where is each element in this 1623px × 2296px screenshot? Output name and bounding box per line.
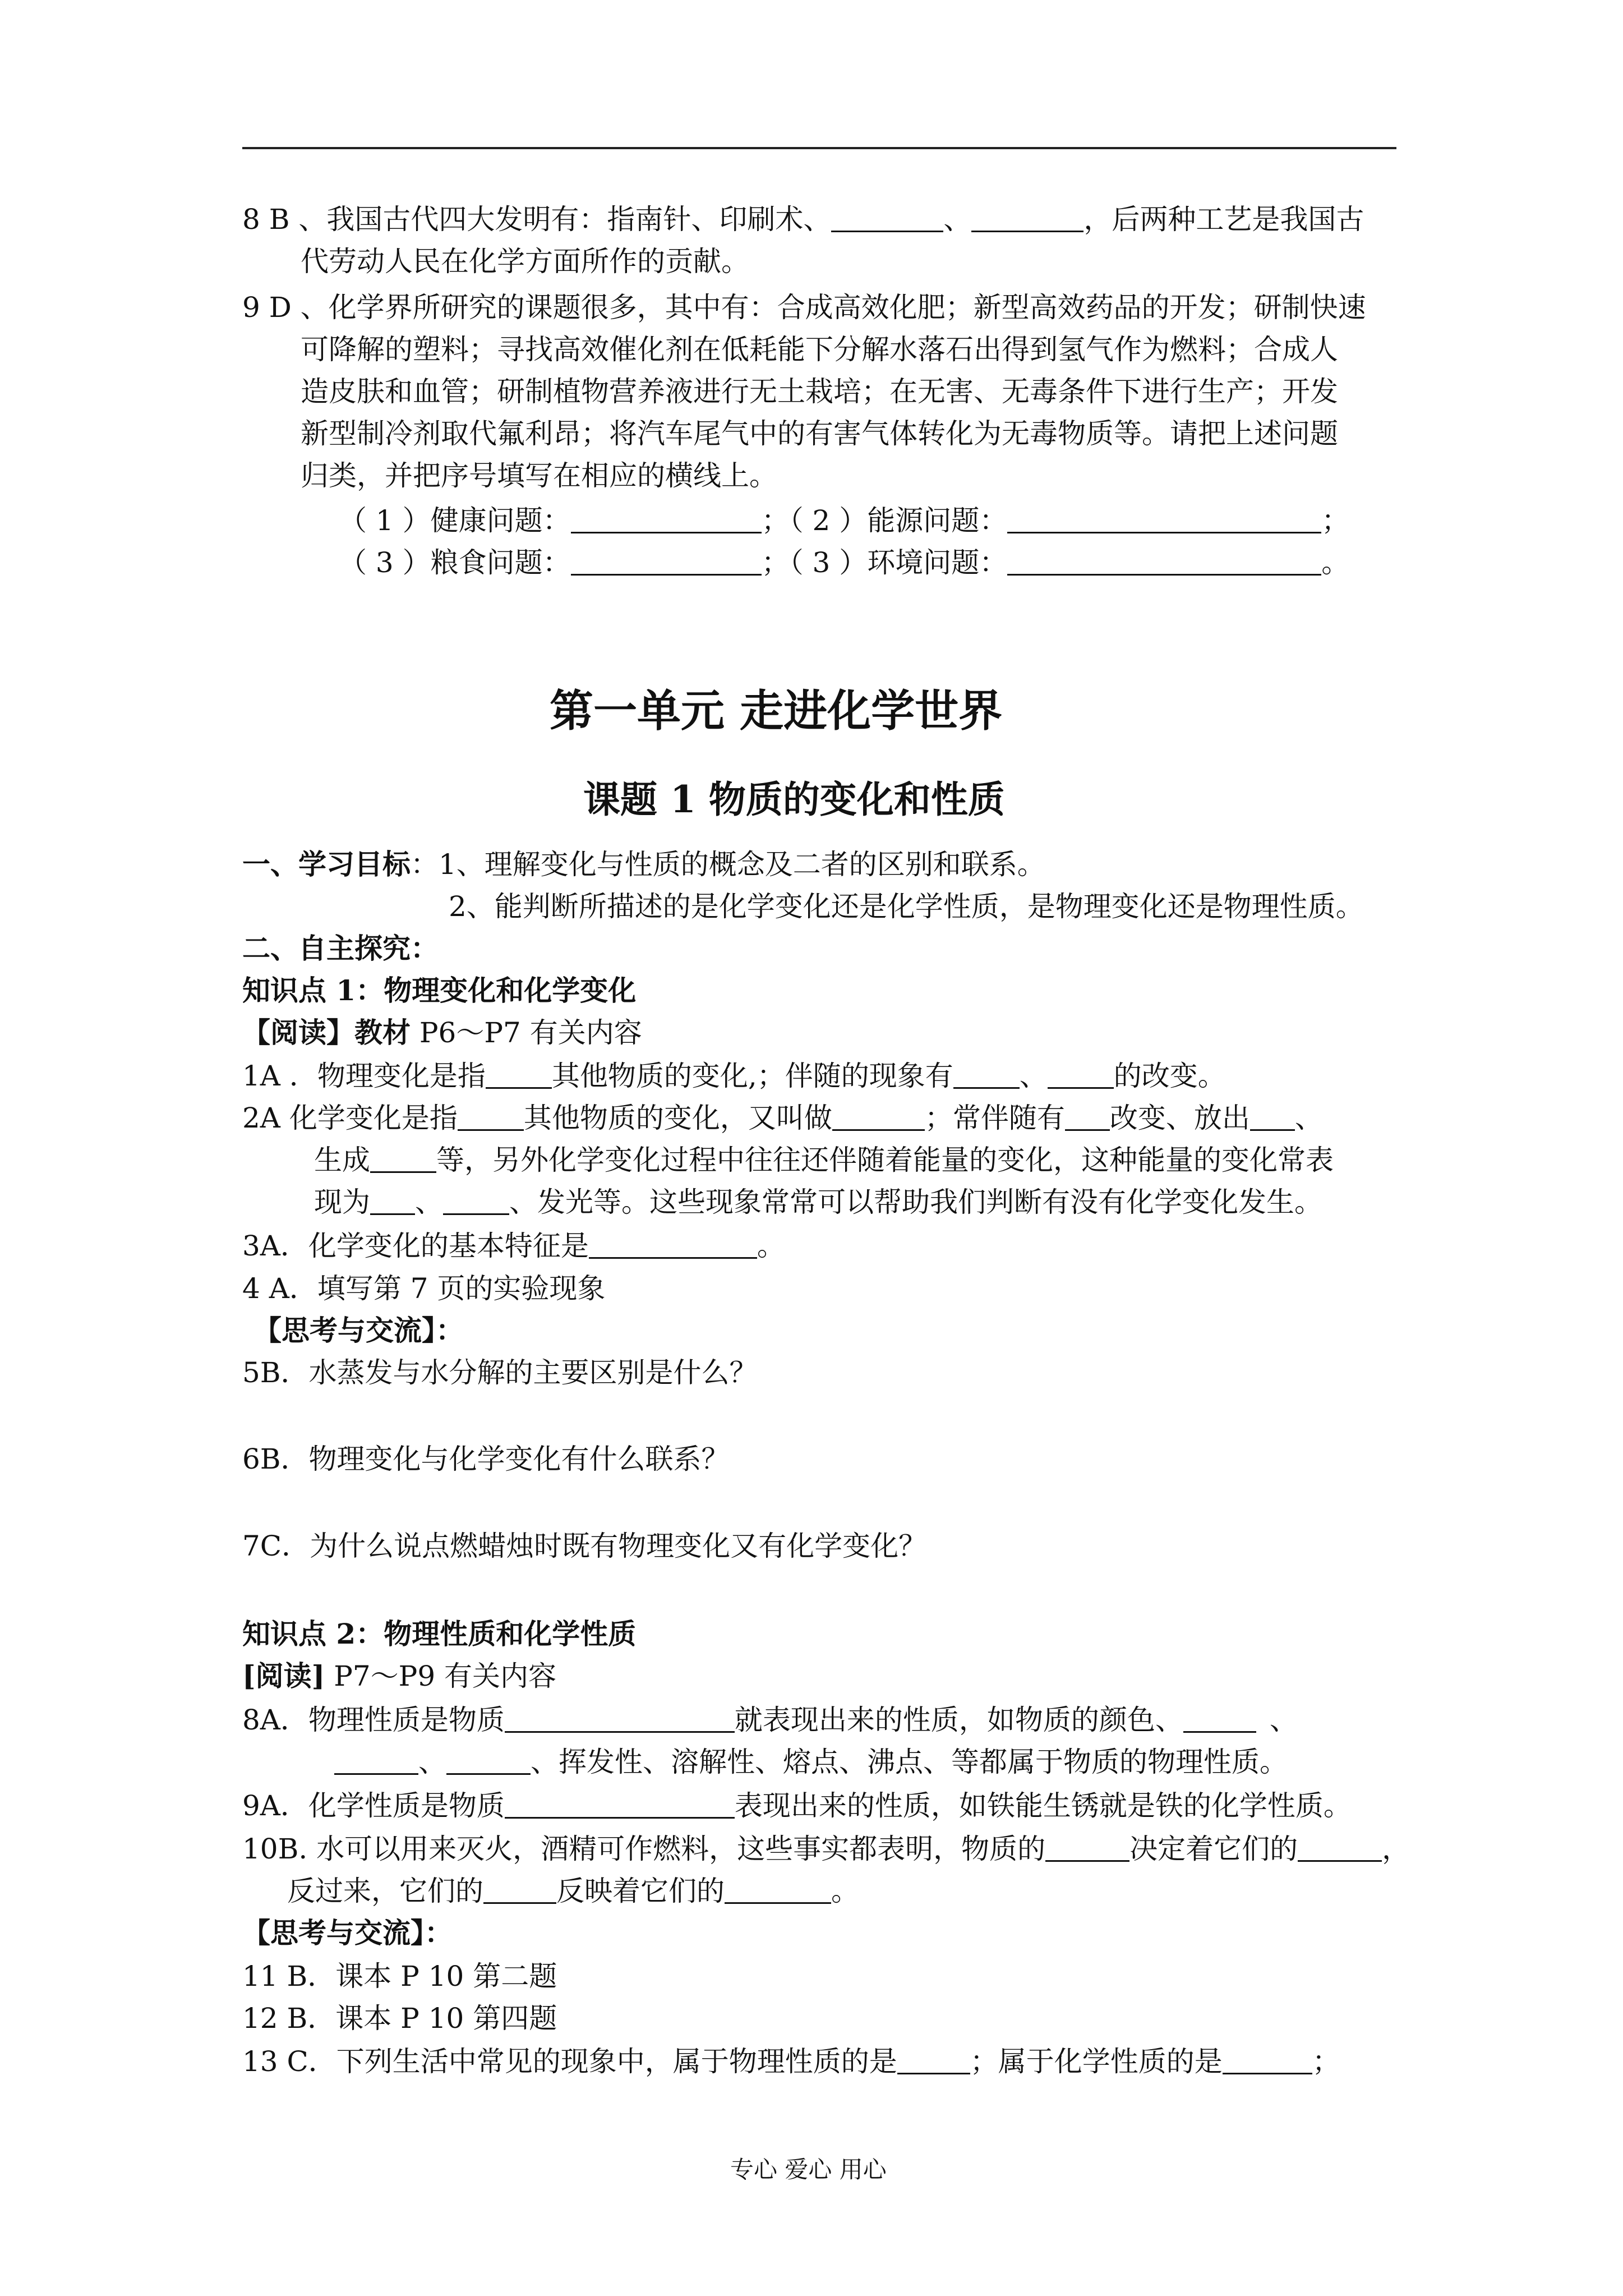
question-text: ；属于化学性质的是 (970, 2045, 1223, 2078)
question-9d-line1: 9 D 、化学界所研究的课题很多，其中有：合成高效化肥；新型高效药品的开发；研制快速 (242, 291, 1366, 324)
question-4a: 4 A．填写第 7 页的实验现象 (242, 1272, 606, 1305)
answer-blank[interactable] (832, 1105, 925, 1131)
question-10b-line1 (242, 1832, 1410, 1866)
punctuation: 。 (1321, 546, 1350, 579)
kp1-read (242, 1015, 642, 1050)
page-footer: 专心 爱心 用心 (730, 2156, 887, 2183)
question-text: 、 (415, 1186, 443, 1218)
question-9d-line5: 归类，并把序号填写在相应的横线上。 (301, 459, 777, 492)
question-text: 反过来，它们的 (287, 1875, 483, 1907)
read-label: [阅读] (242, 1659, 325, 1692)
question-text: 8 B 、我国古代四大发明有：指南针、印刷术、 (242, 203, 832, 236)
question-text: 。 (831, 1875, 859, 1907)
explore-heading: 二、自主探究： (242, 932, 439, 965)
kp2-read (242, 1659, 556, 1694)
question-9d-row1 (339, 503, 1349, 538)
answer-blank[interactable] (1223, 2048, 1312, 2074)
question-text: 等，另外化学变化过程中往往还伴随着能量的变化，这种能量的变化常表 (436, 1144, 1334, 1176)
objectives-line2: 2、能判断所描述的是化学变化还是化学性质，是物理变化还是物理性质。 (449, 890, 1364, 923)
question-9d-line2: 可降解的塑料；寻找高效催化剂在低耗能下分解水落石出得到氢气作为燃料；合成人 (301, 333, 1338, 366)
question-9a (242, 1788, 1352, 1823)
question-text: ； (1312, 2045, 1340, 2078)
question-text: 3A．化学变化的基本特征是 (242, 1230, 589, 1262)
question-9d-line3: 造皮肤和血管；研制植物营养液进行无土栽培；在无害、无毒条件下进行生产；开发 (301, 375, 1338, 408)
answer-blank[interactable] (1048, 1062, 1114, 1089)
question-text: ；常伴随有 (924, 1102, 1065, 1134)
answer-blank[interactable] (1045, 1835, 1129, 1862)
answer-blank[interactable] (1183, 1706, 1256, 1733)
question-text: 、 (1294, 1102, 1323, 1134)
question-text: 9A．化学性质是物质 (242, 1789, 505, 1822)
objective-text: ：1、理解变化与性质的概念及二者的区别和联系。 (411, 848, 1045, 881)
answer-blank[interactable] (571, 549, 762, 576)
answer-blank[interactable] (443, 1189, 509, 1215)
answer-blank[interactable] (1065, 1105, 1110, 1131)
question-13c (242, 2044, 1340, 2079)
question-text: 、挥发性、溶解性、熔点、沸点、等都属于物质的物理性质。 (531, 1746, 1288, 1778)
read-label: 【阅读】教材 (242, 1016, 411, 1049)
question-text: 表现出来的性质，如铁能生锈就是铁的化学性质。 (734, 1789, 1352, 1822)
think-heading-2: 【思考与交流】： (242, 1916, 453, 1949)
question-text: 2A 化学变化是指 (242, 1102, 458, 1134)
think-heading-1: 【思考与交流】： (253, 1314, 464, 1347)
answer-blank[interactable] (1007, 549, 1321, 576)
kp1-heading: 知识点 1：物理变化和化学变化 (242, 974, 637, 1007)
question-12b: 12 B．课本 P 10 第四题 (242, 2002, 557, 2035)
question-2a-line1 (242, 1101, 1323, 1135)
question-8b-line2: 代劳动人民在化学方面所作的贡献。 (301, 245, 749, 278)
section-label: 一、学习目标 (242, 848, 411, 881)
question-text: 其他物质的变化,；伴随的现象有 (551, 1060, 953, 1092)
question-text: 生成 (314, 1144, 370, 1176)
answer-blank[interactable] (505, 1706, 735, 1733)
category-label: ；（ 2 ）能源问题： (761, 504, 1008, 537)
category-label: （ 3 ）粮食问题： (339, 546, 571, 579)
question-text: 的改变。 (1113, 1060, 1226, 1092)
read-text: P6～P7 有关内容 (411, 1016, 642, 1049)
question-text: 改变、放出 (1109, 1102, 1250, 1134)
answer-blank[interactable] (953, 1062, 1020, 1089)
question-text: 就表现出来的性质，如物质的颜色、 (734, 1704, 1183, 1736)
answer-blank[interactable] (589, 1232, 757, 1259)
question-text: 现为 (314, 1186, 370, 1218)
question-3a (242, 1228, 785, 1263)
question-text: 其他物质的变化，又叫做 (523, 1102, 832, 1134)
question-text: 8A．物理性质是物质 (242, 1704, 505, 1736)
question-8b-line1 (242, 202, 1364, 237)
question-text: 1A ．物理变化是指 (242, 1060, 486, 1092)
kp2-heading: 知识点 2：物理性质和化学性质 (242, 1617, 637, 1650)
question-text: 、 (1269, 1704, 1298, 1736)
answer-blank[interactable] (897, 2048, 970, 2074)
question-7c: 7C．为什么说点燃蜡烛时既有物理变化又有化学变化？ (242, 1530, 927, 1562)
answer-blank[interactable] (571, 507, 762, 533)
question-text: 、发光等。这些现象常常可以帮助我们判断有没有化学变化发生。 (509, 1186, 1322, 1218)
answer-blank[interactable] (1250, 1105, 1295, 1131)
question-text: ，后两种工艺是我国古 (1083, 203, 1364, 236)
question-9d-line4: 新型制冷剂取代氟利昂；将汽车尾气中的有害气体转化为无毒物质等。请把上述问题 (301, 417, 1338, 450)
category-label: （ 1 ）健康问题： (339, 504, 571, 537)
answer-blank[interactable] (486, 1062, 552, 1089)
header-rule (242, 147, 1396, 149)
answer-blank[interactable] (971, 206, 1083, 232)
answer-blank[interactable] (725, 1878, 831, 1904)
answer-blank[interactable] (483, 1878, 556, 1904)
answer-blank[interactable] (334, 1749, 418, 1775)
answer-blank[interactable] (505, 1792, 735, 1819)
answer-blank[interactable] (1298, 1835, 1382, 1862)
answer-blank[interactable] (370, 1189, 415, 1215)
question-5b: 5B．水蒸发与水分解的主要区别是什么？ (242, 1356, 758, 1389)
question-text: 决定着它们的 (1129, 1833, 1298, 1865)
question-8a-line1 (242, 1703, 1298, 1737)
question-10b-line2 (287, 1874, 859, 1908)
question-text: 反映着它们的 (556, 1875, 725, 1907)
punctuation: ； (1321, 504, 1350, 537)
answer-blank[interactable] (1007, 507, 1321, 533)
question-9d-row2 (339, 545, 1349, 580)
question-6b: 6B．物理变化与化学变化有什么联系？ (242, 1443, 730, 1475)
objectives-line1 (242, 847, 1045, 882)
lesson-title: 课题 1 物质的变化和性质 (583, 777, 1005, 821)
answer-blank[interactable] (831, 206, 943, 232)
question-text: 、 (1019, 1060, 1048, 1092)
answer-blank[interactable] (458, 1105, 524, 1131)
question-1a (242, 1059, 1226, 1093)
answer-blank[interactable] (446, 1749, 531, 1775)
question-text: 、 (418, 1746, 446, 1778)
read-text: P7～P9 有关内容 (325, 1660, 557, 1692)
answer-blank[interactable] (370, 1147, 436, 1173)
question-text: 10B. 水可以用来灭火，酒精可作燃料，这些事实都表明，物质的 (242, 1833, 1046, 1865)
question-text: 13 C．下列生活中常见的现象中，属于物理性质的是 (242, 2045, 897, 2078)
question-text: 、 (943, 203, 972, 236)
category-label: ；（ 3 ）环境问题： (761, 546, 1008, 579)
unit-title: 第一单元 走进化学世界 (550, 685, 1003, 737)
question-11b: 11 B．课本 P 10 第二题 (242, 1960, 557, 1993)
question-text: ， (1382, 1833, 1410, 1865)
question-text: 。 (757, 1230, 785, 1262)
question-2a-line3 (314, 1185, 1322, 1220)
question-2a-line2 (314, 1143, 1334, 1177)
question-8a-line2 (334, 1745, 1288, 1779)
